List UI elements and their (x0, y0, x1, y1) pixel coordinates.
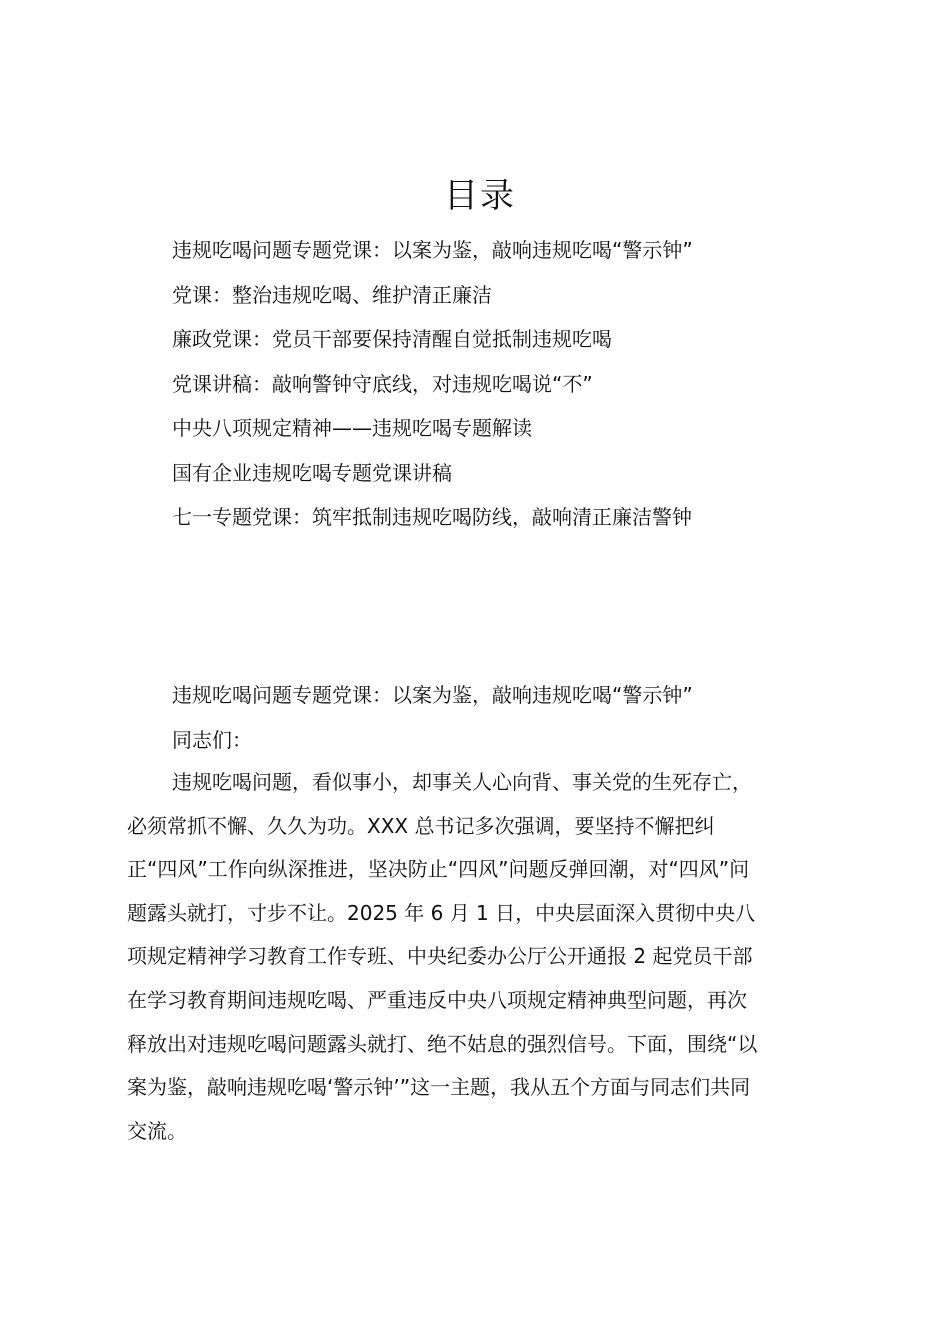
body-line: 案为鉴，敲响违规吃喝‘警示钟’”这一主题，我从五个方面与同志们共同 (127, 1075, 751, 1100)
article-salutation: 同志们： (172, 728, 252, 752)
body-line: 必须常抓不懈、久久为功。XXX 总书记多次强调，要坚持不懈把纠 (127, 813, 715, 838)
toc-item: 违规吃喝问题专题党课：以案为鉴，敲响违规吃喝“警示钟” (172, 238, 693, 262)
toc-item: 党课讲稿：敲响警钟守底线，对违规吃喝说“不” (172, 371, 593, 396)
toc-title: 目录 (444, 176, 516, 216)
body-line: 题露头就打，寸步不让。2025 年 6 月 1 日，中央层面深入贯彻中央八 (127, 900, 756, 925)
article-heading: 违规吃喝问题专题党课：以案为鉴，敲响违规吃喝“警示钟” (172, 683, 693, 707)
body-line: 正“四风”工作向纵深推进，坚决防止“四风”问题反弹回潮，对“四风”问 (127, 857, 750, 882)
body-line: 违规吃喝问题，看似事小，却事关人心向背、事关党的生死存亡， (172, 770, 752, 794)
body-line: 项规定精神学习教育工作专班、中央纪委办公厅公开通报 2 起党员干部 (127, 944, 753, 969)
toc-item: 中央八项规定精神——违规吃喝专题解读 (172, 416, 532, 440)
body-line: 交流。 (127, 1118, 187, 1143)
body-line: 释放出对违规吃喝问题露头就打、绝不姑息的强烈信号。下面，围绕“以 (127, 1031, 758, 1056)
toc-item: 国有企业违规吃喝专题党课讲稿 (172, 460, 452, 485)
article-body (127, 761, 827, 1153)
toc-item: 七一专题党课：筑牢抵制违规吃喝防线，敲响清正廉洁警钟 (172, 505, 692, 529)
body-line: 在学习教育期间违规吃喝、严重违反中央八项规定精神典型问题，再次 (127, 987, 747, 1012)
toc-item: 党课：整治违规吃喝、维护清正廉洁 (172, 282, 492, 307)
toc-item: 廉政党课：党员干部要保持清醒自觉抵制违规吃喝 (172, 327, 612, 351)
toc-list (172, 228, 693, 540)
